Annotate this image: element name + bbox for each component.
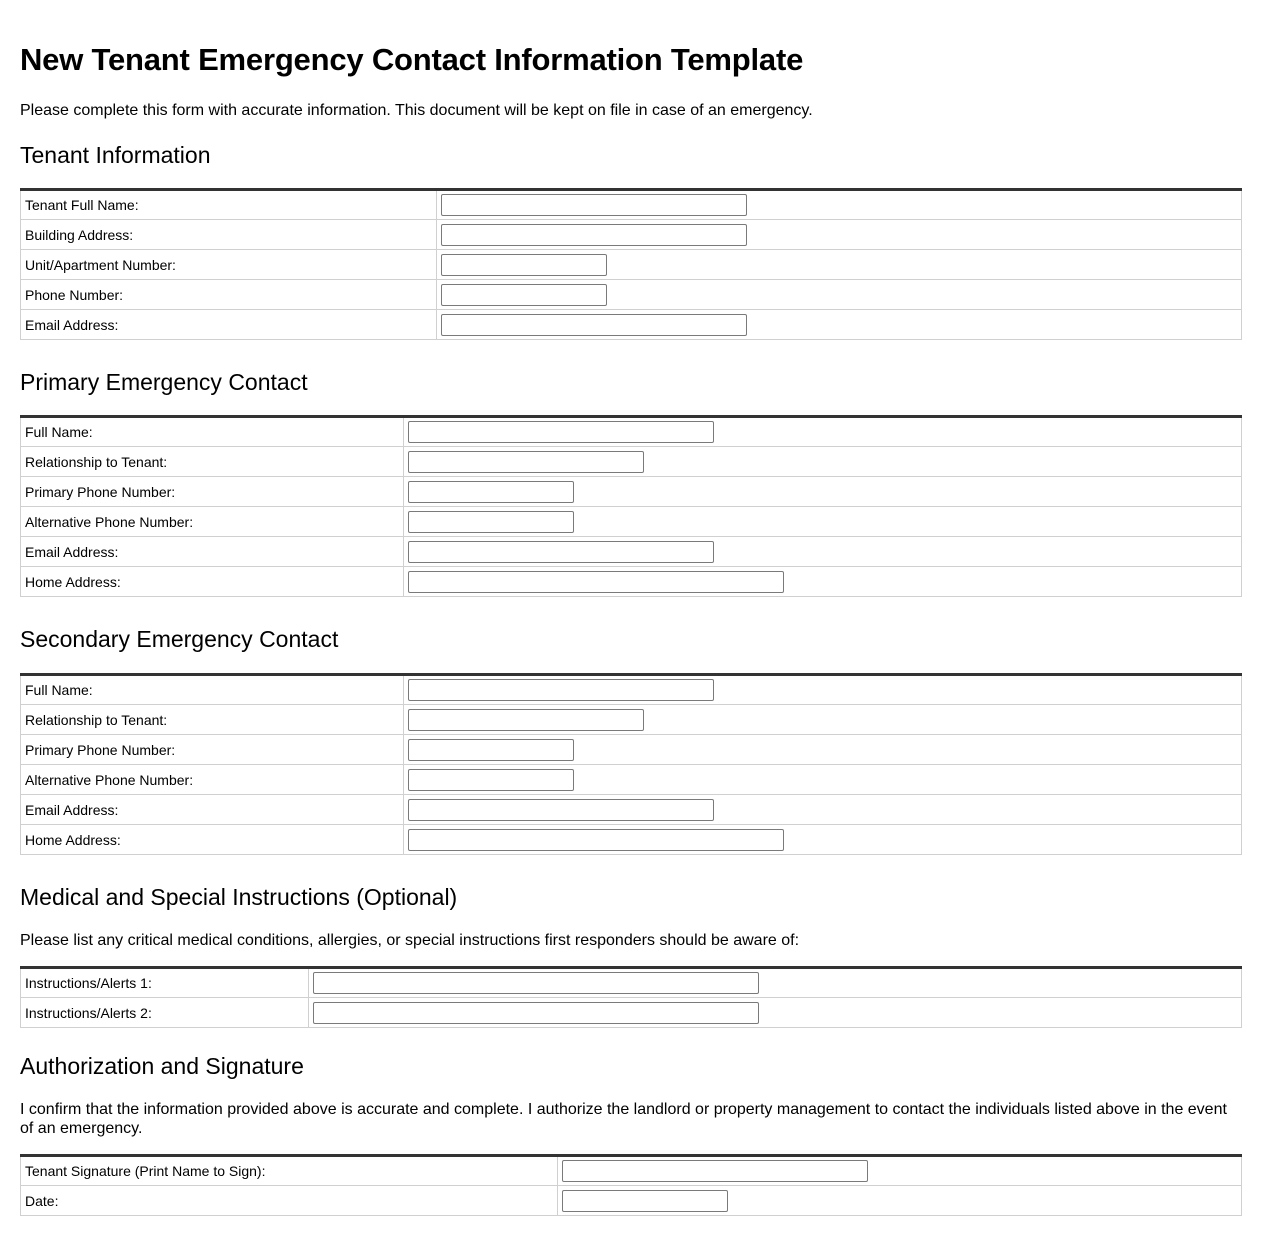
table-row (21, 1156, 1242, 1186)
field-label: Alternative Phone Number: (21, 765, 404, 795)
secondary-email-input[interactable] (408, 799, 714, 821)
table-row (21, 567, 1242, 597)
table-row (21, 447, 1242, 477)
tenant-full-name-input[interactable] (441, 194, 747, 216)
field-label: Tenant Full Name: (21, 190, 437, 220)
tenant-email-input[interactable] (441, 314, 747, 336)
primary-relationship-input[interactable] (408, 451, 644, 473)
field-label: Relationship to Tenant: (21, 705, 404, 735)
secondary-alt-phone-input[interactable] (408, 769, 574, 791)
primary-alt-phone-input[interactable] (408, 511, 574, 533)
unit-number-input[interactable] (441, 254, 607, 276)
field-label: Phone Number: (21, 280, 437, 310)
field-label: Instructions/Alerts 1: (21, 968, 309, 998)
secondary-relationship-input[interactable] (408, 709, 644, 731)
table-row (21, 537, 1242, 567)
field-label: Primary Phone Number: (21, 735, 404, 765)
authorization-section-heading: Authorization and Signature (20, 1053, 304, 1079)
table-row (21, 310, 1242, 340)
tenant-section-heading: Tenant Information (20, 142, 211, 168)
table-row (21, 705, 1242, 735)
date-input[interactable] (562, 1190, 728, 1212)
primary-email-input[interactable] (408, 541, 714, 563)
field-label: Unit/Apartment Number: (21, 250, 437, 280)
field-label: Building Address: (21, 220, 437, 250)
field-label: Home Address: (21, 567, 404, 597)
primary-home-address-input[interactable] (408, 571, 784, 593)
field-label: Full Name: (21, 417, 404, 447)
secondary-full-name-input[interactable] (408, 679, 714, 701)
table-row (21, 765, 1242, 795)
authorization-text: I confirm that the information provided above is accurate and complete. I authorize the landlord or property management to contact the individuals listed above in the event of an emergency. (20, 1101, 1227, 1137)
table-row (21, 280, 1242, 310)
table-row (21, 220, 1242, 250)
field-label: Date: (21, 1186, 558, 1216)
table-row (21, 968, 1242, 998)
table-row (21, 477, 1242, 507)
secondary-phone-input[interactable] (408, 739, 574, 761)
field-label: Email Address: (21, 310, 437, 340)
table-row (21, 675, 1242, 705)
table-row (21, 825, 1242, 855)
table-row (21, 507, 1242, 537)
field-label: Email Address: (21, 795, 404, 825)
instructions-alerts-2-input[interactable] (313, 1002, 759, 1024)
field-label: Primary Phone Number: (21, 477, 404, 507)
table-row (21, 998, 1242, 1028)
secondary-home-address-input[interactable] (408, 829, 784, 851)
medical-table (20, 966, 1242, 1028)
field-label: Home Address: (21, 825, 404, 855)
signature-table (20, 1154, 1242, 1216)
field-label: Full Name: (21, 675, 404, 705)
medical-section-heading: Medical and Special Instructions (Optional) (20, 884, 458, 910)
field-label: Tenant Signature (Print Name to Sign): (21, 1156, 558, 1186)
tenant-phone-input[interactable] (441, 284, 607, 306)
table-row (21, 735, 1242, 765)
table-row (21, 1186, 1242, 1216)
primary-phone-input[interactable] (408, 481, 574, 503)
tenant-signature-input[interactable] (562, 1160, 868, 1182)
primary-contact-table (20, 415, 1242, 597)
table-row (21, 795, 1242, 825)
secondary-contact-table (20, 673, 1242, 855)
building-address-input[interactable] (441, 224, 747, 246)
table-row (21, 190, 1242, 220)
table-row (21, 250, 1242, 280)
page-title: New Tenant Emergency Contact Information Template (20, 42, 804, 77)
field-label: Relationship to Tenant: (21, 447, 404, 477)
intro-text: Please complete this form with accurate information. This document will be kept on file in case of an emergency. (20, 102, 813, 119)
field-label: Alternative Phone Number: (21, 507, 404, 537)
secondary-section-heading: Secondary Emergency Contact (20, 626, 339, 652)
instructions-alerts-1-input[interactable] (313, 972, 759, 994)
field-label: Email Address: (21, 537, 404, 567)
medical-instructions-text: Please list any critical medical conditions, allergies, or special instructions first responders should be aware of: (20, 932, 800, 949)
table-row (21, 417, 1242, 447)
primary-section-heading: Primary Emergency Contact (20, 369, 308, 395)
tenant-info-table (20, 188, 1242, 340)
field-label: Instructions/Alerts 2: (21, 998, 309, 1028)
primary-full-name-input[interactable] (408, 421, 714, 443)
